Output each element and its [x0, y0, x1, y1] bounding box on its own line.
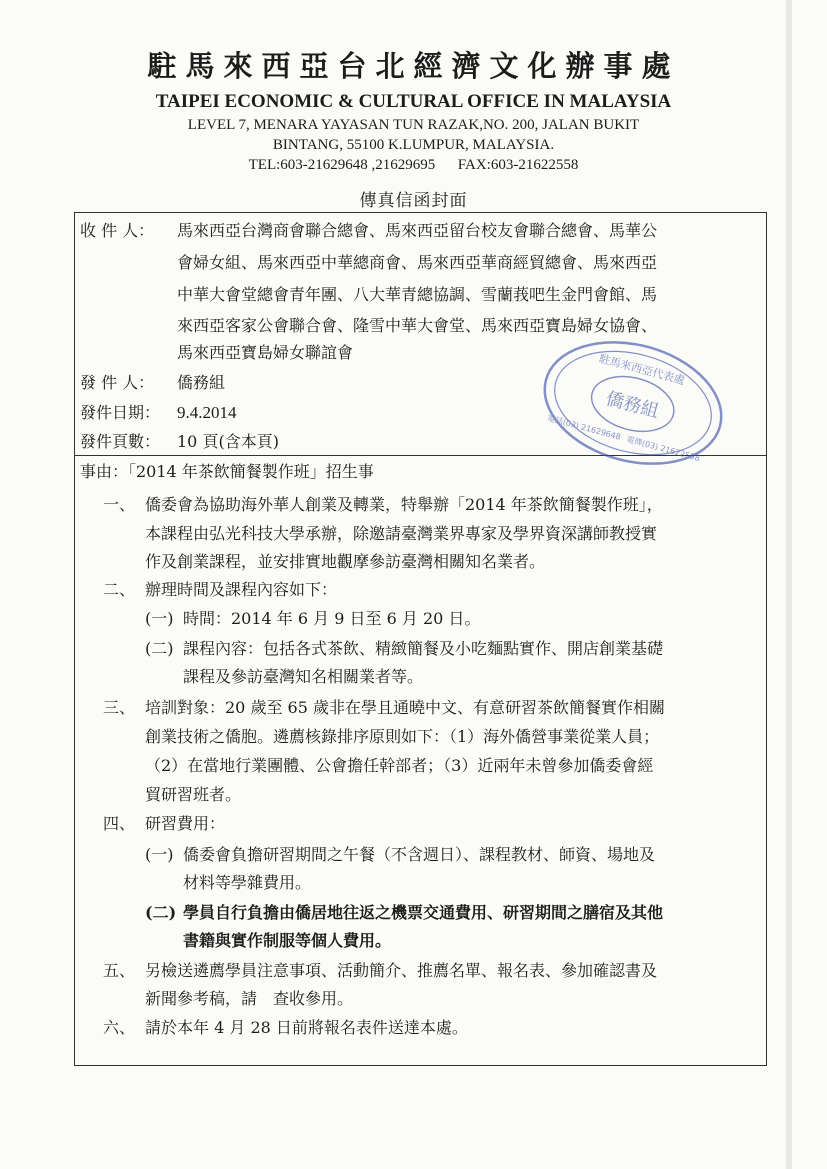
- recipient-line: 來西亞客家公會聯合會、隆雪中華大會堂、馬來西亞寶島婦女協會、: [177, 316, 658, 335]
- item-text-line: 培訓對象：20 歲至 65 歲非在學且通曉中文、有意研習茶飲簡餐實作相關: [145, 698, 665, 717]
- item-text-line: 新聞參考稿，請 查收參用。: [145, 989, 354, 1008]
- item-text-line: 課程內容：包括各式茶飲、精緻簡餐及小吃麵點實作、開店創業基礎: [183, 639, 664, 658]
- stamp-left-text: 電話(03) 21629648: [546, 413, 622, 442]
- recipient-line: 會婦女組、馬來西亞中華總商會、馬來西亞華商經貿總會、馬來西亞: [177, 253, 658, 272]
- item-number: 二、: [103, 580, 136, 599]
- recipient-line: 馬來西亞台灣商會聯合總會、馬來西亞留台校友會聯合總會、馬華公: [177, 221, 658, 240]
- sender-value: 僑務組: [177, 373, 226, 392]
- item-number: 五、: [103, 961, 136, 980]
- address-line-2: BINTANG, 55100 K.LUMPUR, MALAYSIA.: [272, 137, 555, 153]
- item-text-line: 辦理時間及課程內容如下：: [145, 580, 338, 599]
- item-text-line: 創業技術之僑胞。遴薦核錄排序原則如下：（1）海外僑營事業從業人員；: [145, 727, 660, 746]
- item-text-line: 課程及參訪臺灣知名相關業者等。: [183, 667, 424, 686]
- sub-item-number: (二): [145, 639, 174, 658]
- item-text-line: 時間：2014 年 6 月 9 日至 6 月 20 日。: [183, 609, 481, 628]
- subject-line: 事由：「2014 年茶飲簡餐製作班」招生事: [80, 462, 374, 481]
- item-text-line: 貿研習班者。: [145, 785, 242, 804]
- item-text-line: 請於本年 4 月 28 日前將報名表件送達本處。: [145, 1018, 468, 1037]
- date-label: 發件日期：: [80, 403, 161, 422]
- item-text-line-bold: 學員自行負擔由僑居地往返之機票交通費用、研習期間之膳宿及其他: [183, 903, 664, 922]
- item-number: 三、: [103, 698, 136, 717]
- item-text-line-bold: 書籍與實作制服等個人費用。: [183, 931, 392, 950]
- sub-item-number: (一): [145, 609, 174, 628]
- address-line-1: LEVEL 7, MENARA YAYASAN TUN RAZAK,NO. 200, JALAN BUKIT: [187, 117, 640, 133]
- recipient-line: 中華大會堂總會青年團、八大華青總協調、雪蘭莪吧生金門會館、馬: [177, 285, 658, 304]
- item-text-line: 作及創業課程，並安排實地觀摩參訪臺灣相關知名業者。: [145, 552, 546, 571]
- item-text-line: 僑委會為協助海外華人創業及轉業，特舉辦「2014 年茶飲簡餐製作班」，: [145, 495, 663, 514]
- item-number: 一、: [103, 495, 136, 514]
- org-name-english: TAIPEI ECONOMIC & CULTURAL OFFICE IN MALAYSIA: [155, 91, 672, 112]
- item-text-line: 本課程由弘光科技大學承辦，除邀請臺灣業界專家及學界資深講師教授實: [145, 524, 658, 543]
- date-value: 9.4.2014: [177, 403, 237, 422]
- scan-edge-shadow: [786, 0, 792, 1169]
- item-text-line: 材料等學雜費用。: [183, 873, 312, 892]
- item-text-line: 僑委會負擔研習期間之午餐（不含週日）、課程教材、師資、場地及: [183, 845, 656, 864]
- recipient-line: 馬來西亞寶島婦女聯誼會: [177, 343, 354, 362]
- document-title: 傳真信函封面: [359, 191, 468, 211]
- stamp-top-text: 駐馬來西亞代表處: [597, 352, 687, 388]
- sub-item-number: (二): [145, 903, 177, 922]
- stamp-right-text: 電傳(03) 21622558: [625, 434, 701, 464]
- item-text-line: 另檢送遴薦學員注意事項、活動簡介、推薦名單、報名表、參加確認書及: [145, 961, 658, 980]
- item-number: 四、: [103, 814, 136, 833]
- contact-line: TEL:603-21629648 ,21629695 FAX:603-21622558: [248, 157, 579, 173]
- item-text-line: 研習費用：: [145, 814, 226, 833]
- sender-label: 發 件 人：: [80, 373, 155, 392]
- org-name-chinese: 駐馬來西亞台北經濟文化辦事處: [147, 49, 680, 83]
- item-number: 六、: [103, 1018, 136, 1037]
- stamp-center-text: 僑務組: [603, 388, 662, 423]
- pages-value: 10 頁(含本頁): [177, 432, 279, 451]
- sub-item-number: (一): [145, 845, 174, 864]
- recipient-label: 收 件 人：: [80, 221, 155, 240]
- pages-label: 發件頁數：: [80, 432, 161, 451]
- item-text-line: （2）在當地行業團體、公會擔任幹部者；（3）近兩年未曾參加僑委會經: [145, 756, 654, 775]
